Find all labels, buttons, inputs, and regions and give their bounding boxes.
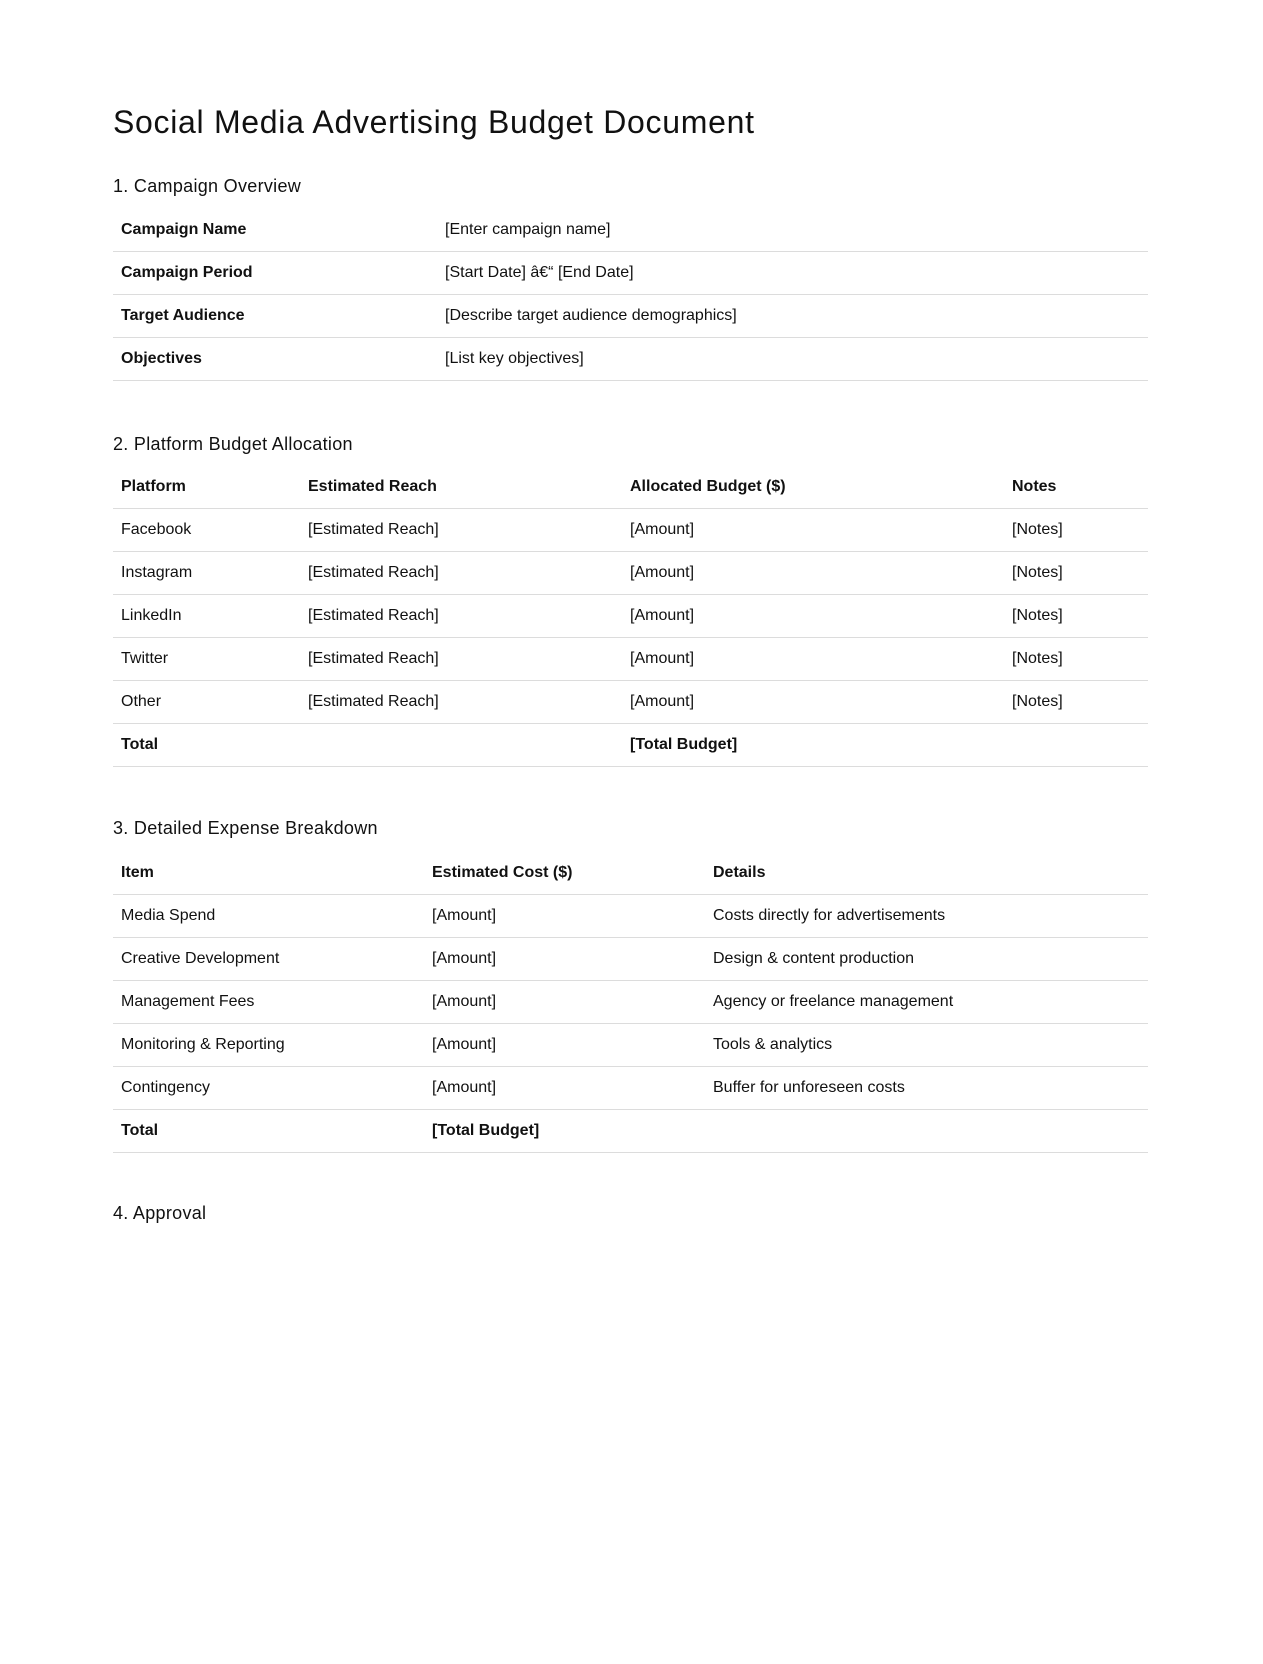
allocated-budget: [Amount] (622, 595, 1004, 638)
platform-name: Twitter (113, 638, 300, 681)
section-title-campaign-overview: 1. Campaign Overview (113, 176, 302, 196)
total-cost: [Total Budget] (424, 1110, 705, 1153)
column-header-estimated-cost: Estimated Cost ($) (424, 852, 705, 895)
column-header-item: Item (113, 852, 424, 895)
platform-name: Other (113, 681, 300, 724)
table-row (113, 981, 1148, 1024)
expense-cost: [Amount] (424, 895, 705, 938)
section-title-platform-budget: 2. Platform Budget Allocation (113, 434, 353, 454)
platform-notes: [Notes] (1004, 638, 1148, 681)
total-row (113, 1110, 1148, 1153)
overview-label: Campaign Name (113, 209, 437, 252)
platform-notes: [Notes] (1004, 509, 1148, 552)
expense-item: Monitoring & Reporting (113, 1024, 424, 1067)
column-header-estimated-reach: Estimated Reach (300, 466, 622, 509)
platform-name: Facebook (113, 509, 300, 552)
platform-notes: [Notes] (1004, 595, 1148, 638)
empty-cell (705, 1110, 1148, 1153)
expense-item: Management Fees (113, 981, 424, 1024)
table-row (113, 338, 1148, 381)
platform-name: Instagram (113, 552, 300, 595)
platform-name: LinkedIn (113, 595, 300, 638)
platform-notes: [Notes] (1004, 681, 1148, 724)
expense-cost: [Amount] (424, 1024, 705, 1067)
total-label: Total (113, 1110, 424, 1153)
table-row (113, 638, 1148, 681)
empty-cell (300, 724, 622, 767)
empty-cell (1004, 724, 1148, 767)
allocated-budget: [Amount] (622, 681, 1004, 724)
column-header-allocated-budget: Allocated Budget ($) (622, 466, 1004, 509)
overview-value: [Enter campaign name] (437, 209, 1148, 252)
table-row (113, 1024, 1148, 1067)
overview-value: [Describe target audience demographics] (437, 295, 1148, 338)
expense-details: Buffer for unforeseen costs (705, 1067, 1148, 1110)
expense-breakdown-table (113, 852, 1148, 1153)
column-header-notes: Notes (1004, 466, 1148, 509)
estimated-reach: [Estimated Reach] (300, 552, 622, 595)
column-header-platform: Platform (113, 466, 300, 509)
expense-item: Creative Development (113, 938, 424, 981)
table-row (113, 209, 1148, 252)
table-header-row (113, 852, 1148, 895)
expense-cost: [Amount] (424, 981, 705, 1024)
overview-label: Target Audience (113, 295, 437, 338)
estimated-reach: [Estimated Reach] (300, 595, 622, 638)
platform-notes: [Notes] (1004, 552, 1148, 595)
expense-details: Agency or freelance management (705, 981, 1148, 1024)
estimated-reach: [Estimated Reach] (300, 509, 622, 552)
estimated-reach: [Estimated Reach] (300, 681, 622, 724)
total-label: Total (113, 724, 300, 767)
expense-details: Costs directly for advertisements (705, 895, 1148, 938)
table-row (113, 509, 1148, 552)
expense-details: Tools & analytics (705, 1024, 1148, 1067)
estimated-reach: [Estimated Reach] (300, 638, 622, 681)
expense-cost: [Amount] (424, 938, 705, 981)
table-row (113, 681, 1148, 724)
column-header-details: Details (705, 852, 1148, 895)
table-row (113, 295, 1148, 338)
expense-cost: [Amount] (424, 1067, 705, 1110)
campaign-overview-table (113, 209, 1148, 381)
table-row (113, 552, 1148, 595)
allocated-budget: [Amount] (622, 509, 1004, 552)
table-row (113, 252, 1148, 295)
total-row (113, 724, 1148, 767)
overview-label: Objectives (113, 338, 437, 381)
overview-label: Campaign Period (113, 252, 437, 295)
table-row (113, 595, 1148, 638)
allocated-budget: [Amount] (622, 638, 1004, 681)
table-row (113, 1067, 1148, 1110)
overview-value: [List key objectives] (437, 338, 1148, 381)
platform-budget-table (113, 466, 1148, 767)
section-title-expense-breakdown: 3. Detailed Expense Breakdown (113, 818, 378, 838)
table-header-row (113, 466, 1148, 509)
table-row (113, 895, 1148, 938)
total-budget: [Total Budget] (622, 724, 1004, 767)
table-row (113, 938, 1148, 981)
document-title: Social Media Advertising Budget Document (113, 104, 755, 140)
expense-details: Design & content production (705, 938, 1148, 981)
expense-item: Media Spend (113, 895, 424, 938)
overview-value: [Start Date] â€“ [End Date] (437, 252, 1148, 295)
section-title-approval: 4. Approval (113, 1203, 207, 1223)
allocated-budget: [Amount] (622, 552, 1004, 595)
expense-item: Contingency (113, 1067, 424, 1110)
